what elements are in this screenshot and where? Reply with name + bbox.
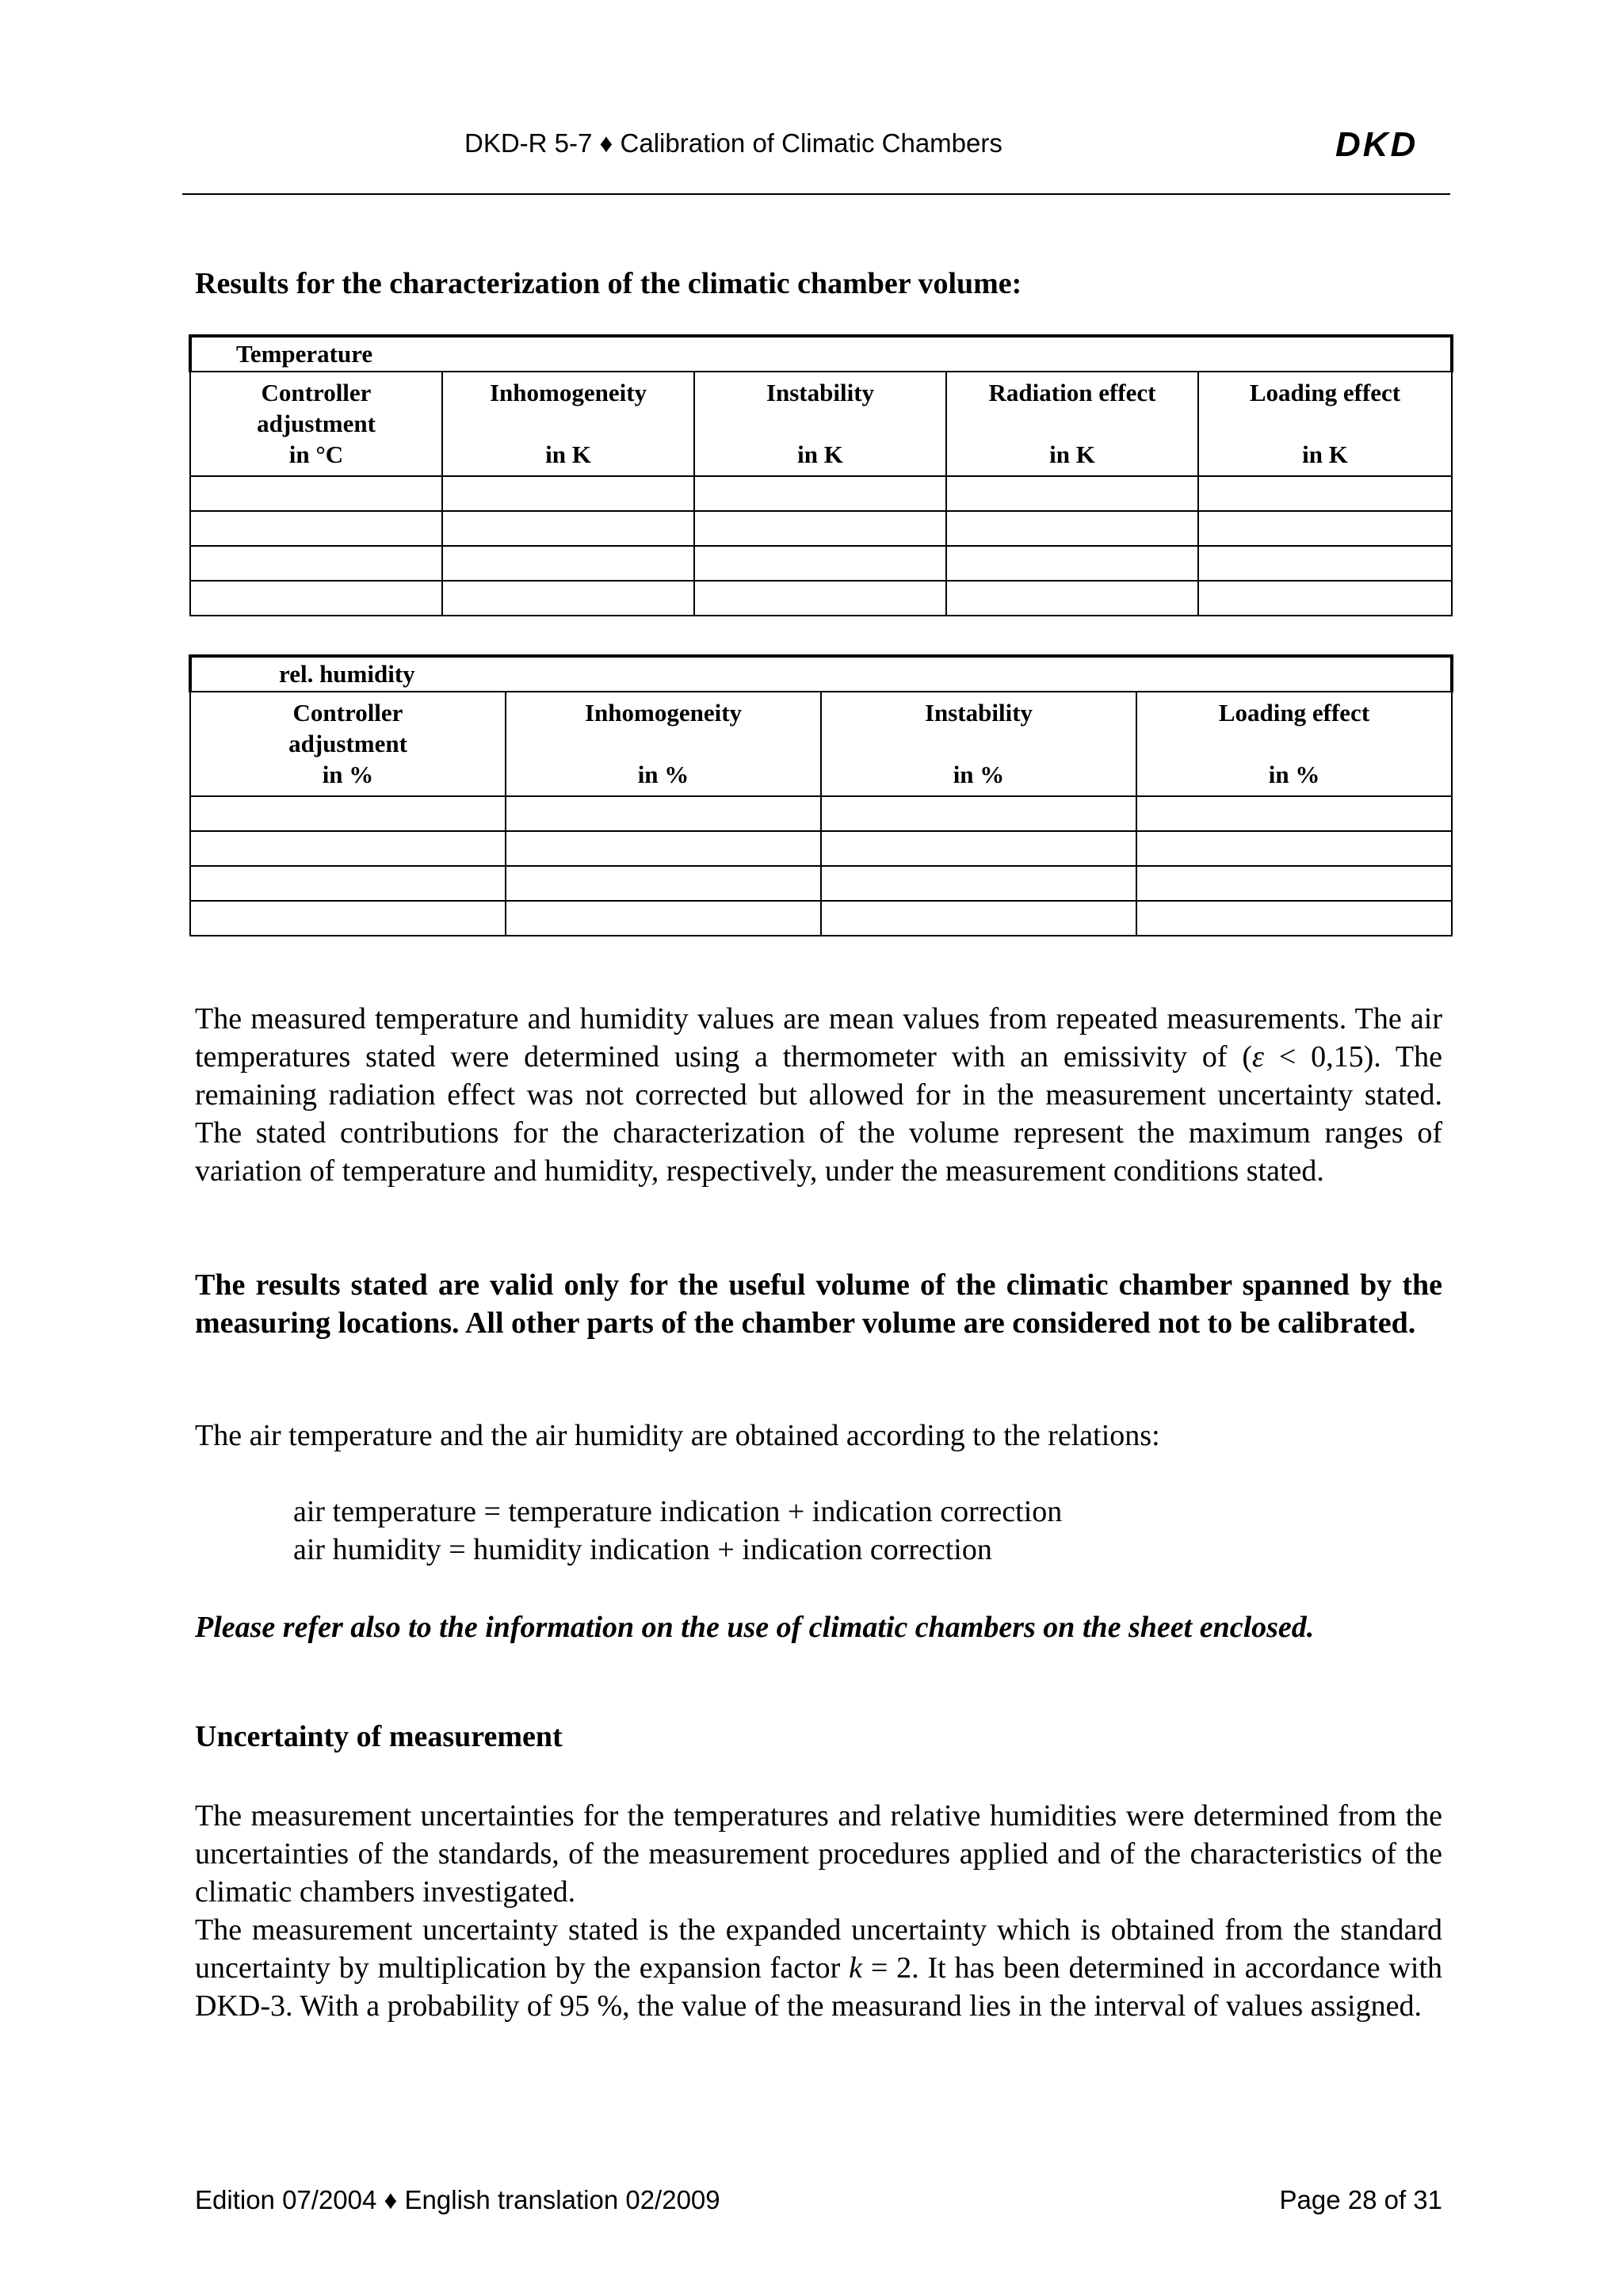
uncertainty-heading: Uncertainty of measurement — [195, 1720, 563, 1753]
measurement-paragraph — [195, 1000, 1442, 1190]
table-row — [190, 476, 1452, 511]
header-unit: in °C — [288, 441, 344, 468]
validity-notice: The results stated are valid only for the useful volume of the climatic chamber spanned by the measuring locations. All other parts of the chamber volume are considered not to be calibrated. — [195, 1268, 1442, 1340]
footer-edition: Edition 07/2004 ♦ English translation 02/2009 — [195, 2185, 720, 2214]
enclosed-sheet-note: Please refer also to the information on the use of climatic chambers on the sheet enclosed. — [195, 1611, 1315, 1644]
column-header-inhomogeneity — [442, 372, 694, 476]
results-heading: Results for the characterization of the climatic chamber volume: — [195, 267, 1022, 300]
paragraph-text: The measurement uncertainty stated is the expanded uncertainty which is obtained from the standard uncertainty by multiplication by the expansion factor — [195, 1913, 1442, 1985]
header-label-line: Radiation effect — [988, 379, 1156, 406]
running-header-title: DKD-R 5-7 ♦ Calibration of Climatic Chambers — [464, 128, 1002, 158]
formula-air-temperature: air temperature = temperature indication + indication correction — [293, 1495, 1063, 1528]
header-divider — [182, 193, 1450, 195]
footer-page-number: Page 28 of 31 — [1279, 2185, 1442, 2214]
header-unit: in K — [1049, 441, 1095, 468]
expansion-factor-symbol: k — [849, 1951, 862, 1985]
header-label-line: adjustment — [288, 730, 407, 757]
column-header-controller-adjustment — [190, 692, 506, 796]
relations-intro: The air temperature and the air humidity are obtained according to the relations: — [195, 1419, 1160, 1452]
table-row — [190, 901, 1452, 936]
column-header-instability — [821, 692, 1136, 796]
dkd-logo: DKD — [1335, 125, 1419, 164]
table-row — [190, 831, 1452, 866]
temperature-results-table — [189, 334, 1453, 616]
formula-air-humidity: air humidity = humidity indication + indication correction — [293, 1533, 992, 1566]
column-header-loading-effect — [1136, 692, 1452, 796]
header-unit: in K — [545, 441, 591, 468]
header-unit: in % — [322, 761, 374, 788]
emissivity-symbol: ε — [1252, 1040, 1265, 1074]
table-row — [190, 866, 1452, 901]
paragraph-text: = 2. It has been determined in accordance with DKD-3. With a probability of 95 %, the value of the measurand lies in the interval of values assigned. — [195, 1951, 1442, 2023]
header-label-line: Loading effect — [1249, 379, 1401, 406]
header-label-line: Instability — [924, 699, 1033, 727]
header-unit: in % — [953, 761, 1005, 788]
column-header-loading-effect — [1198, 372, 1452, 476]
header-label-line: Inhomogeneity — [489, 379, 647, 406]
temperature-table-caption: Temperature — [190, 336, 1452, 372]
table-row — [190, 546, 1452, 581]
header-label-line: Controller — [292, 699, 403, 727]
column-header-instability — [694, 372, 946, 476]
paragraph-text: < 0,15). The remaining radiation effect was not corrected but allowed for in the measurement uncertainty stated. The stated contributions for the characterization of the volume represent the maximum ranges of variation of temperature and humidity, respectively, under the measurement conditions stated. — [195, 1040, 1442, 1188]
header-unit: in % — [637, 761, 689, 788]
header-unit: in K — [1302, 441, 1348, 468]
table-row — [190, 796, 1452, 831]
header-label-line: Inhomogeneity — [584, 699, 743, 727]
header-unit: in K — [797, 441, 843, 468]
column-header-radiation-effect — [946, 372, 1198, 476]
paragraph-text: The measured temperature and humidity values are mean values from repeated measurements. The air temperatures stated were determined using a thermometer with an emissivity of ( — [195, 1002, 1442, 1074]
column-header-inhomogeneity — [506, 692, 821, 796]
column-header-controller-adjustment — [190, 372, 442, 476]
header-label-line: Instability — [766, 379, 875, 406]
humidity-table-caption: rel. humidity — [190, 656, 1452, 692]
table-row — [190, 511, 1452, 546]
header-unit: in % — [1268, 761, 1320, 788]
header-label-line: Loading effect — [1218, 699, 1370, 727]
header-label-line: Controller — [261, 379, 372, 406]
uncertainty-paragraph-1: The measurement uncertainties for the temperatures and relative humidities were determined from the uncertainties of the standards, of the measurement procedures applied and of the characteristics of the climatic chambers investigated. — [195, 1799, 1442, 1909]
uncertainty-paragraph-2 — [195, 1911, 1442, 2025]
header-label-line: adjustment — [257, 410, 376, 437]
table-row — [190, 581, 1452, 616]
humidity-results-table — [189, 654, 1453, 936]
